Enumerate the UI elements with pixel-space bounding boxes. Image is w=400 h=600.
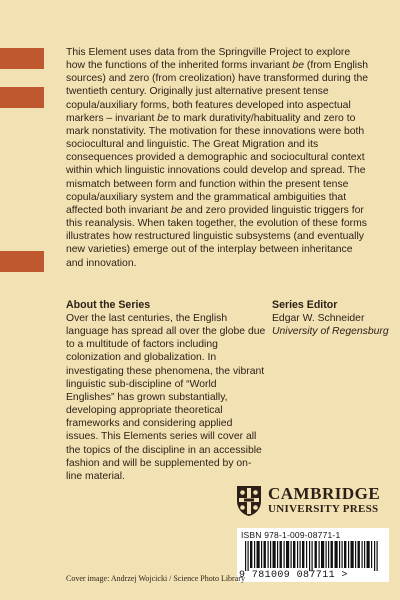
crest-icon: [236, 485, 262, 517]
series-editor-name: Edgar W. Schneider: [272, 313, 365, 324]
blurb-italic-be-3: be: [170, 204, 183, 216]
accent-bar-1: [0, 48, 44, 69]
about-series-text: Over the last centuries, the English language has spread all over the globe due to a multitude of factors including colonization and globalization. In investigating these phenomena, the vibrant linguistic sub-discipline of “World Englishes” has grown substantially, developing appropriate theoretical frameworks and considering applied issues. This Elements series will cover all the topics of the discipline in an accessible fashion and will be supplemented by on-line material.: [66, 313, 266, 482]
accent-bar-3: [0, 251, 44, 272]
blurb-italic-be-2: be: [157, 112, 169, 124]
blurb-text-4: and zero provided linguistic triggers for this reanalysis. When taken together, the evolution of these forms illustrates how restructured linguistic subsystems (and eventually new varieties) emerge out of the interplay between inheritance and innovation.: [66, 204, 367, 269]
barcode-bars: [243, 541, 383, 571]
blurb-italic-be-1: be: [292, 60, 304, 72]
cover-image-credit: Cover image: Andrzej Wojcicki / Science Photo Library: [66, 574, 245, 583]
publisher-logo: [236, 485, 386, 521]
publisher-name-line1: CAMBRIDGE: [268, 484, 381, 503]
accent-bar-2: [0, 87, 44, 108]
series-editor-heading: Series Editor: [272, 299, 338, 311]
cover-blurb: [66, 46, 370, 270]
publisher-name-line2: UNIVERSITY PRESS: [268, 503, 379, 515]
about-series-section: [66, 299, 266, 483]
blurb-text-1: This Element uses data from the Springville Project to explore how the functions of the inherited forms invariant: [66, 47, 351, 72]
blurb-text-2: (from English sources) and zero (from creolization) have transformed during the twentieth century. Originally just alternative present tense copula/auxiliary forms, both features developed into aspectual markers – invariant: [66, 60, 369, 124]
series-editor-affiliation: University of Regensburg: [272, 326, 389, 338]
series-editor-section: [272, 299, 390, 338]
barcode: [237, 528, 389, 582]
isbn-text: ISBN 978-1-009-08771-1: [241, 530, 341, 540]
barcode-digits: 9 781009 087711 >: [239, 570, 348, 581]
about-series-heading: About the Series: [66, 299, 151, 311]
blurb-text-3: to mark durativity/habituality and zero to mark nonstativity. The motivation for these innovations were both sociocultural and linguistic. The Great Migration and its consequences provided a demographic and sociocultural context within which linguistic innovations could develop and spread. The mismatch between form and function within the present tense copula/auxiliary system and the grammatical ambiguities that affected both invariant: [66, 112, 366, 216]
